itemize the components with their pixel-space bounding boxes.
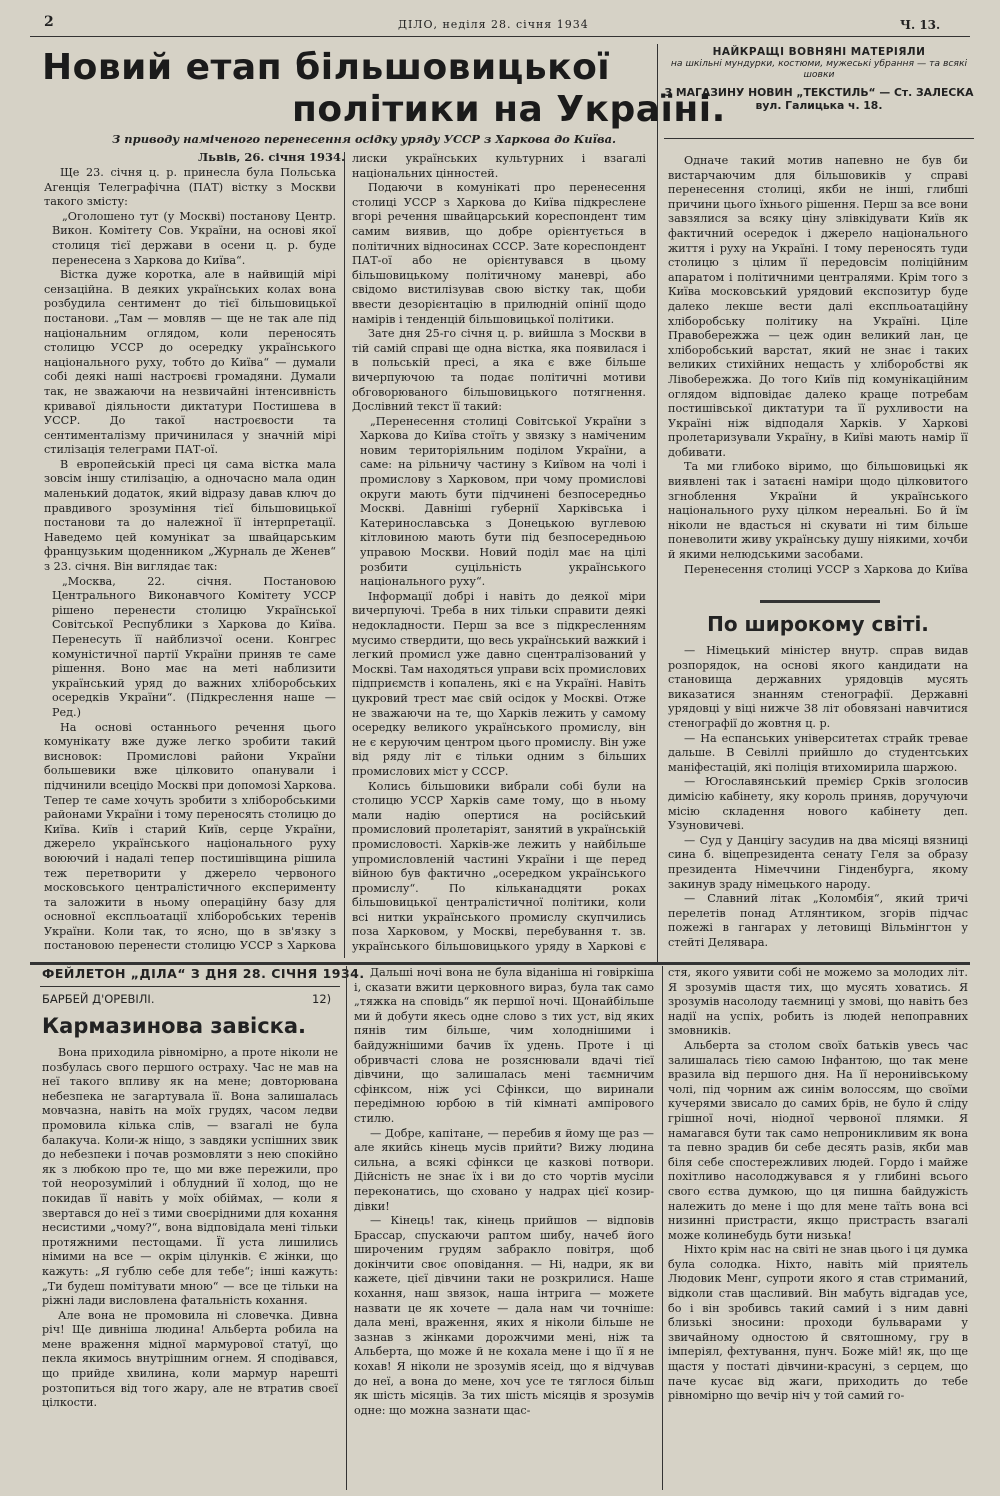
ad-address: вул. Галицька ч. 18.	[755, 99, 883, 112]
feuilleton-header-rule	[40, 986, 340, 987]
article-column-1	[44, 166, 336, 954]
article-column-3	[668, 154, 968, 576]
ad-headline: НАЙКРАЩІ ВОВНЯНІ МАТЕРІЯЛИ	[712, 46, 926, 58]
ad-description: на шкільні мундурки, костюми, мужеські убрання — та всякі шовки	[670, 58, 968, 80]
feuilleton-paragraph: — Добре, капітане, — перебив я йому ще раз — але якийсь кінець мусів прийти? Вижу людина сильна, а всякі сфінкси це казкові потвори. Дійсність не знає їх і ви до сто чортів мусіли переконатись, що сховано у надрах цієї козир-дівки!	[354, 1126, 654, 1213]
feuilleton-number: 12)	[312, 992, 332, 1006]
news-item: — На еспанських університетах страйк тревае дальше. В Севіллі прийшло до студентських маніфестацій, які поліція втихомирила шаржою.	[668, 731, 968, 774]
feuilleton-paragraph: Альберта за столом своїх батьків увесь час залишалась тією самою Інфантою, що так мене вразила від першого дня. На її нерониівському чолі, під чорним аж синім волоссям, що своїми кучерями звисало до самих брів, не було й сліду грішної ночі, ніодної червоної плямки. Я намагався бути так само непроникливим як вона та певно зрадив би себе десять разів, якби мав біля себе спостережливих людей. Гордо і майже похітливо насолоджувався я у глибині всього свого єства думкою, що ця пишна байдужість належить до мене і що для мене таїть вона всі низинні пристрасти, якщо пристрасть взагалі може колинебудь бути низька!	[668, 1038, 968, 1242]
headline-line-1: Новий етап більшовицької	[42, 47, 611, 88]
world-news-column	[668, 644, 968, 960]
article-paragraph: Та ми глибоко віримо, що більшовицькі як виявлені так і затаєні наміри щодо цілковитого згноблення України й українського національного руху цілком нереальні. Бо й їм ніколи не вдасться ні скувати ні тим більше поневолити живу українську душу ніякими, хочби й якими нелюдськими засобами.	[668, 460, 968, 562]
article-paragraph: Інформації добрі і навіть до деякої міри вичерпуючі. Треба в них тільки справити деякі недокладности. Перш за все з підкресленням мусимо ствердити, що весь український важкий і легкий промисл уже давно сцентралізований у Москві. Там находяться управи всіх промислових підприємств і копалень, які є на Україні. Навіть цукровий трест має свій осідок у Москві. Отже не зважаючи на те, що Харків лежить у самому осередку великого українського промислу, він не є керуючим центром цього промислу. Він уже від ряду літ є тільки одним з більших промислових міст у СССР.	[352, 589, 646, 778]
headline-subtitle: З приводу наміченого перенесення осідку уряду УССР з Харкова до Київа.	[112, 132, 617, 146]
article-quote: „Москва, 22. січня. Постановою Центрального Виконавчого Комітету УССР рішено перенести столицю Української Совітської Республики з Харкова до Київа. Перенесуть її найблизчої осени. Конгрес комуністичної партії України приняв те саме рішення. Воно має на меті наблизити український уряд до важних хліборобських осередків України“. (Підкреслення наше — Ред.)	[52, 574, 336, 719]
headline-line-2: політики на Україні.	[292, 89, 726, 130]
feuilleton-column-3	[668, 966, 968, 1486]
article-paragraph: Вістка дуже коротка, але в найвищій мірі сензаційна. В деяких українських колах вона розбудила сентимент до тієї більшовицької постанови. „Там — мовляв — ще не так але під національним оглядом, коли переносять столицю УССР до осередку українського національного руху, тобто до Київа“ — думали собі деякі наші настроєві громадяни. Думали так, не зважаючи на незвичайні інтенсивність кривавої діяльности диктатури Постишева в УССР. До такої настроєвости та сентименталізму причинилася у значній мірі стилізація телеграми ПАТ-ої.	[44, 268, 336, 457]
feuilleton-column-rule	[346, 966, 347, 1490]
feuilleton-paragraph: стя, якого уявити собі не можемо за молодих літ. Я зрозумів щастя тих, що мусять ховатись. Я зрозумів насолоду таємниці у змові, що навіть без надії на успіх, робить із людей непоправних змовників.	[668, 966, 968, 1038]
news-item: — Німецький міністер внутр. справ видав розпорядок, на основі якого кандидати на становища державних урядовців мусять виказатися знанням стенографії. Державні урядовці у віці нижче 38 літ обовязані навчитися стенографії до жовтня ц. р.	[668, 644, 968, 730]
feuilleton-title: Кармазинова завіска.	[42, 1014, 307, 1038]
right-column-rule	[657, 44, 658, 964]
page-number: 2	[44, 14, 54, 30]
article-paragraph: лиски українських культурних і взагалі національних цінностей.	[352, 152, 646, 180]
feuilleton-column-1	[42, 1046, 338, 1486]
feuilleton-paragraph: Вона приходила рівномірно, а проте ніколи не позбулась свого першого остраху. Час не мав на неї такого впливу як на мене; довторювана небезпека не загартувала її. Вона залишалась мовчазна, навіть на моїх грудях, часом ледви промовила кілька слів, — взагалі не була балакуча. Коли-ж ніщо, з завдяки успішних звик до небезпеки і почав розмовляти з нею спокійно як з любкою про те, що ми вже пережили, про той неорозумілий і облудний її холод, що не покидав її навіть у моїх обіймах, — коли я звертався до неї з тими своєрідними для кохання несистими „чому?“, вона відповідала мені тільки протяжними пестощами. Її уста лишились німими на все — окрім цілунків. Є жінки, що кажуть: „Я гублю себе для тебе“; інші кажуть: „Ти будеш помітувати мною“ — все це тільки на ріжні лади висловлена фатальність кохання.	[42, 1046, 338, 1308]
feuilleton-paragraph: Ніхто крім нас на світі не знав цього і ця думка була солодка. Ніхто, навіть мій приятель Людовик Менг, супроти якого я став стриманий, відколи став щасливий. Він мабуть відгадав усе, бо і він зробивсь такий самий і з ним давні близькі зносини: проходи бульварами у звичайному одностою й святошному, гру в імперіял, фехтування, пунч. Боже мій! як, що ще щастя у постаті дівчини-красуні, з серцем, що паче кусає від жаги, приходить до тебе рівномірно що вечір ніч у той самий го-	[668, 1243, 968, 1403]
article-paragraph: Подаючи в комунікаті про перенесення столиці УССР з Харкова до Київа підкреслене вгорі речення швайцарський кореспондент тим самим виявив, що добре орієнтується в політичних відносинах СССР. Зате кореспондент ПАТ-ої або не орієнтувався в цьому більшовицькому політичному маневрі, або свідомо вистилізував свою вістку так, щоби ввести дезорієнтацію в прилюдній опінії щодо намірів і тенденцій більшовицької політики.	[352, 181, 646, 326]
section-divider	[760, 600, 880, 603]
ad-rule	[664, 138, 974, 139]
folio: ДІЛО, неділя 28. січня 1934	[398, 18, 589, 31]
article-paragraph: Зате дня 25-го січня ц. р. вийшла з Москви в тій самій справі ще одна вістка, яка появилася і в польській пресі, а яка є вже більше вичерпуючою та подає політичні мотиви обговорюваного більшовицького потягнення. Дослівний текст її такий:	[352, 327, 646, 414]
article-paragraph: Ще 23. січня ц. р. принесла була Польська Агенція Телеграфічна (ПАТ) вістку з Москви такого змісту:	[44, 166, 336, 209]
article-paragraph: Перенесення столиці УССР з Харкова до Київа	[684, 562, 968, 576]
feuilleton-rule	[30, 962, 970, 965]
advertisement	[664, 46, 974, 132]
issue-number: Ч. 13.	[900, 18, 941, 32]
column-rule	[344, 152, 345, 958]
news-item: — Югославянський премієр Срків зголосив димісію кабінету, яку король приняв, доручуючи місію складення нового кабінету деп. Узуновичеві.	[668, 775, 968, 833]
article-quote: „Перенесення столиці Совітської України з Харкова до Київа стоїть у звязку з наміченим новим територіяльним поділом України, а саме: на рільничу частину з Київом на чолі і промислову з Харковом, при чому промислові округи мають бути підчинені безпосередньо Москві. Давніші губернії Харківська і Катеринославська з Донецькою вуглевою кітловиною мають бути під безпосередньою управою Москви. Новий поділ має на цілі розбити суцільність українського національного руху“.	[360, 414, 646, 589]
ad-shop-name: З МАГАЗИНУ НОВИН „ТЕКСТИЛЬ“ — Ст. ЗАЛЕСКА	[664, 86, 974, 99]
news-item: — Суд у Данцігу засудив на два місяці вязниці сина б. віцепрезидента сенату Геля за образу президента Німеччини Гінденбурга, якому закинув зраду німецького народу.	[668, 833, 968, 891]
article-quote: „Оголошено тут (у Москві) постанову Центр. Викон. Комітету Сов. України, на основі якої столиця тієї держави в осени ц. р. буде перенесена з Харкова до Київа“.	[52, 209, 336, 267]
feuilleton-header: ФЕЙЛЕТОН „ДІЛА“ З ДНЯ 28. СІЧНЯ 1934.	[42, 966, 365, 981]
header-rule	[30, 36, 970, 37]
world-news-title: По широкому світі.	[707, 612, 929, 636]
news-item: — Славний літак „Коломбія“, який тричі перелетів понад Атлянтиком, згорів підчас пожежі в гангарах у летовищі Вільмінгтон у стейті Делявара.	[668, 892, 968, 949]
feuilleton-paragraph: Але вона не промовила ні словечка. Дивна річ! Ще дивніша людина! Альберта робила на мене враження мідної мармурової статуї, що пекла якимось внутрішним огнем. Я сподівався, що прийде хвилина, коли мармур нарешті розтопиться від того жару, але не втратив своєї цілкости.	[42, 1308, 338, 1410]
article-paragraph: В европейській пресі ця сама вістка мала зовсім іншу стилізацію, а одночасно мала один маленький додаток, який відразу давав ключ до правдивого зрозуміння тієї більшовицької постанови та до належної її інтерпретації. Наведемо цей комунікат за швайцарським французьким щоденником „Журналь де Женев“ з 23. січня. Він виглядає так:	[44, 457, 336, 574]
feuilleton-paragraph: Дальші ночі вона не була віданіша ні говіркіша і, сказати вжити церковного вираз, була так само „тяжка на сповідь“ як першої ночі. Щонайбільше ми й добути якесь одне слово з тих уст, від яких пянів тим більше, чим холоднішими і байдужнішими бачив їх удень. Проте і ці обривчасті слова не розяснювали вдачі тієї дівчини, що залишалась мені таємничим сфінксом, ніж усі Сфінкси, що виринали передімною юрбою в тій кімнаті ампірового стилю.	[354, 966, 654, 1125]
feuilleton-paragraph: — Кінець! так, кінець прийшов — відповів Брассар, спускаючи раптом шибу, начеб його широченим грудям забракло повітря, щоб докінчити своє оповідання. — Ні, надри, як ви кажете, цієї дівчини таки не розкрилися. Наше кохання, наш звязок, наша інтрига — можете назвати це як хочете — дала нам чи точніше: дала мені, враження, яких я ніколи більше не зазнав з жінками дорожчими мені, ніж та Альберта, що може й не кохала мене і що її я не кохав! Я ніколи не зрозумів ясеід, що я відчував до неї, а вона до мене, хоч усе те тяглося більш як шість місяців. За тих шість місяців я зрозумів одне: що можна зазнати щас-	[354, 1214, 654, 1417]
article-column-2	[352, 152, 646, 954]
feuilleton-column-2	[354, 966, 654, 1486]
feuilleton-column-rule-2	[662, 966, 663, 1490]
article-paragraph: Колись більшовики вибрали собі були на столицю УССР Харків саме тому, що в ньому мали надію опертися на російський промисловий пролетаріят, занятий в українській промисловості. Харків-же лежить у найбільше упромисловленій частині України і ще перед війною був фактично „осередком українського промислу“. По кільканадцяти роках більшовицької централістичної політики, коли всі нитки українського промислу скупчились поза Харковом, у Москві, перебування т. зв. українського більшовицького уряду в Харкові є	[352, 779, 646, 954]
article-paragraph: На основі останнього речення цього комунікату вже дуже легко зробити такий висновок: Промислові райони України большевики вже цілковито опанували і підчинили всецідо Москві при допомозі Харкова. Тепер те саме хочуть зробити з хліборобськими районами України і тому переносять столицю до Київа. Київ і старий Київ, серце України, джерело українського національного руху воюючий і надалі тепер постишівщина рішила теж перетворити у джерело червоного московського централістичного експерименту та заложити в ньому операційну базу для основної експльоатації хліборобських теренів України. Коли так, то ясно, що в зв'язку з постановою перенести столицю УССР з Харкова	[44, 720, 336, 953]
feuilleton-author: БАРБЕЙ Д'ОРЕВІЛІ.	[42, 992, 155, 1006]
dateline: Львів, 26. січня 1934.	[198, 150, 346, 164]
article-paragraph: Одначе такий мотив напевно не був би вистарчаючим для більшовиків у справі перенесення столиці, якби не інші, глибші причини цього їхнього рішення. Перш за все вони завзялися за всяку ціну злівкідувати Київ як фактичний осередок і джерело національного життя і руху на Україні. І тому переносять туди столицю з цілим її передовсім поліційним апаратом і політичними централями. Крім того з Київа московський урядовий експозитур буде далеко лекше вести далі експльоатаційну хліборобську політику на Україні. Ціле Правобережжа — цеж один великий лан, це хліборобський варстат, який не знає і таких великих стихійних нещасть у хліборобстві як Лівобережжа. До того Київ під комунікаційним оглядом відповідає далеко краще потребам постишівської диктатури та її рухливости на Україні ніж відподаля Харків. У Харкові пролетаризували Україну, в Київі мають намір її добивати.	[668, 154, 968, 459]
